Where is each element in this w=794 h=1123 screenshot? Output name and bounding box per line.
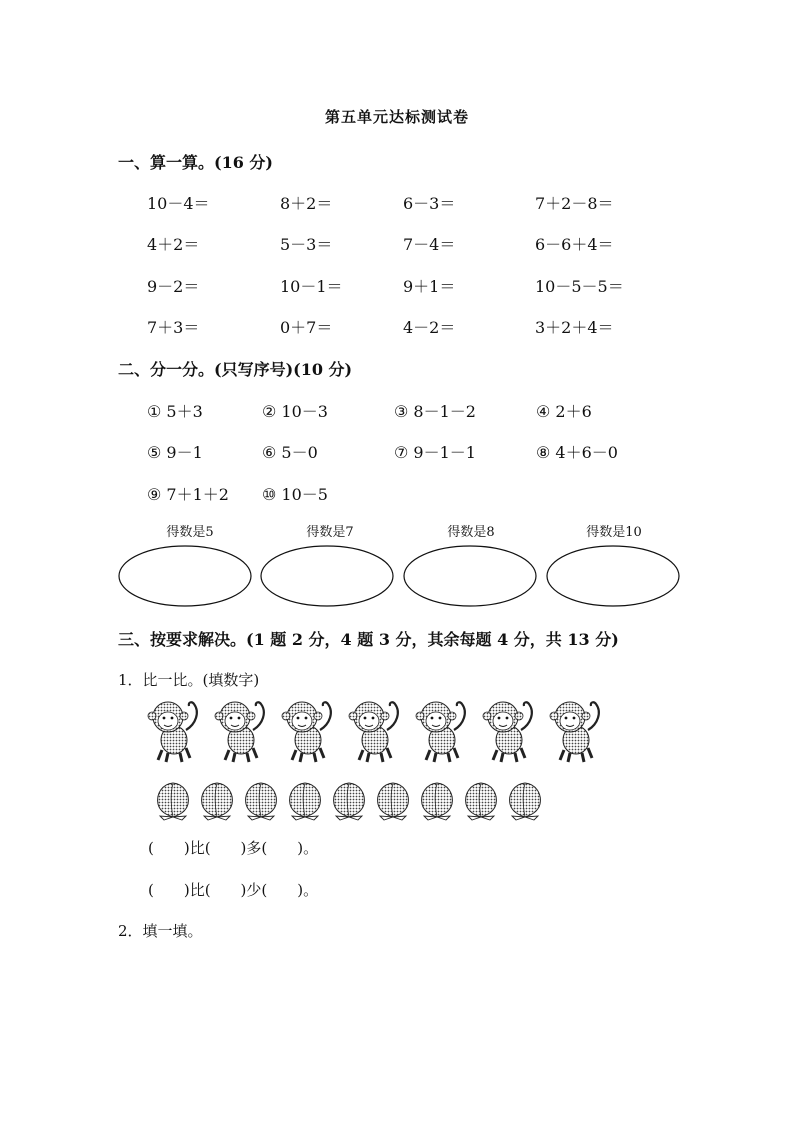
group-label-8: 得数是8	[447, 525, 495, 540]
monkey-icon	[215, 702, 264, 762]
problem: 10－1＝	[280, 277, 343, 296]
section2-heading: 二、分一分。(只写序号)(10 分)	[118, 360, 353, 379]
peach-icon	[246, 783, 277, 820]
answer-oval-8[interactable]	[404, 546, 536, 606]
expression-item: ⑤ 9－1	[147, 443, 203, 462]
expression-item: ① 5＋3	[147, 402, 203, 421]
problem: 7＋3＝	[147, 318, 200, 337]
page-title: 第五单元达标测试卷	[324, 108, 469, 126]
expression-item: ⑨ 7＋1＋2	[147, 485, 229, 504]
problem: 9－2＝	[147, 277, 200, 296]
peach-icon	[158, 783, 189, 820]
expression-item: ③ 8－1－2	[394, 402, 476, 421]
problem: 7＋2－8＝	[535, 194, 614, 213]
monkey-icon	[282, 702, 331, 762]
group-label-5: 得数是5	[166, 525, 214, 540]
expression-item: ② 10－3	[262, 402, 328, 421]
problem: 6－3＝	[403, 194, 456, 213]
peach-icon	[334, 783, 365, 820]
expression-item: ④ 2＋6	[536, 402, 592, 421]
monkeys-and-peaches	[145, 698, 615, 823]
problem: 0＋7＝	[280, 318, 333, 337]
problem: 3＋2＋4＝	[535, 318, 614, 337]
peach-icon	[466, 783, 497, 820]
peach-icon	[510, 783, 541, 820]
monkey-icon	[416, 702, 465, 762]
section3-heading: 三、按要求解决。(1 题 2 分，4 题 3 分，其余每题 4 分，共 13 分)	[118, 630, 619, 649]
expression-item: ⑩ 10－5	[262, 485, 328, 504]
peach-icon	[202, 783, 233, 820]
peach-icon	[290, 783, 321, 820]
problem: 10－5－5＝	[535, 277, 624, 296]
monkey-icon	[483, 702, 532, 762]
expression-item: ⑦ 9－1－1	[394, 443, 476, 462]
problem: 5－3＝	[280, 235, 333, 254]
problem: 7－4＝	[403, 235, 456, 254]
problem: 10－4＝	[147, 194, 210, 213]
question1-label: 1．比一比。(填数字)	[118, 671, 260, 689]
monkey-icon	[550, 702, 599, 762]
problem: 4＋2＝	[147, 235, 200, 254]
group-label-10: 得数是10	[586, 525, 642, 540]
answer-oval-10[interactable]	[547, 546, 679, 606]
peach-icon	[378, 783, 409, 820]
problem: 8＋2＝	[280, 194, 333, 213]
group-label-7: 得数是7	[306, 525, 354, 540]
monkey-icon	[148, 702, 197, 762]
compare-line-more: ( )比( )多( )。	[148, 839, 319, 857]
peach-icon	[422, 783, 453, 820]
problem: 9＋1＝	[403, 277, 456, 296]
monkey-icon	[349, 702, 398, 762]
problem: 4－2＝	[403, 318, 456, 337]
answer-oval-7[interactable]	[261, 546, 393, 606]
section1-heading: 一、算一算。(16 分)	[118, 153, 273, 172]
answer-oval-5[interactable]	[119, 546, 251, 606]
question2-label: 2．填一填。	[118, 922, 203, 940]
answer-ovals	[118, 544, 682, 608]
expression-item: ⑧ 4＋6－0	[536, 443, 618, 462]
compare-line-less: ( )比( )少( )。	[148, 881, 319, 899]
problem: 6－6＋4＝	[535, 235, 614, 254]
expression-item: ⑥ 5－0	[262, 443, 318, 462]
